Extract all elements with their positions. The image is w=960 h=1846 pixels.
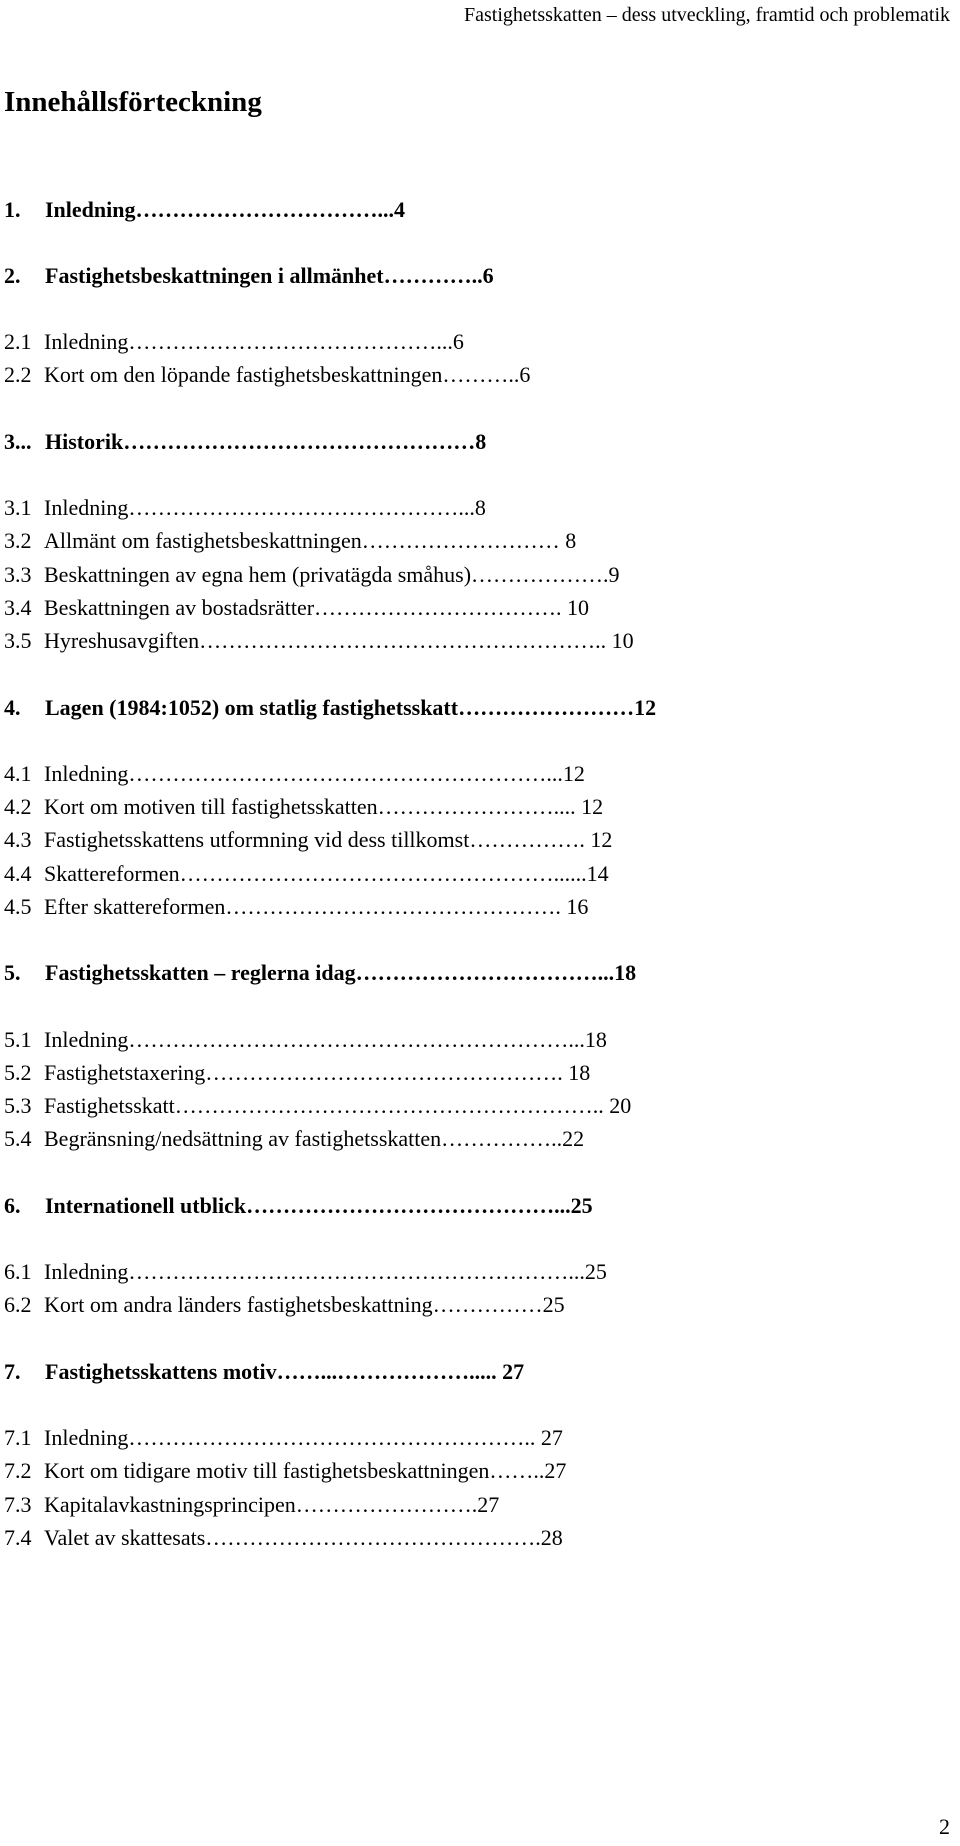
toc-section-4-5[interactable]	[4, 893, 588, 921]
toc-section-6-1[interactable]	[4, 1258, 607, 1286]
toc-entry-text: Historik…………………………………………8	[45, 429, 487, 454]
toc-entry-text: Fastighetsskatt………………………………………………….. 20	[44, 1093, 632, 1118]
toc-chapter-7[interactable]	[4, 1358, 524, 1386]
toc-section-3-3[interactable]	[4, 561, 620, 589]
toc-entry-text: Beskattningen av egna hem (privatägda småhus)……………….9	[44, 562, 620, 587]
toc-section-2-1[interactable]	[4, 328, 464, 356]
toc-entry-text: Fastighetsskattens motiv……...………………..... 27	[45, 1359, 525, 1384]
toc-number: 3...	[4, 429, 32, 454]
toc-entry-text: Fastighetstaxering…………………………………………. 18	[44, 1060, 591, 1085]
toc-number: 3.1	[4, 495, 32, 520]
page-title: Innehållsförteckning	[4, 86, 262, 118]
toc-number: 7.4	[4, 1525, 32, 1550]
toc-section-7-4[interactable]	[4, 1524, 563, 1552]
toc-section-4-4[interactable]	[4, 860, 609, 888]
toc-number: 2.	[4, 263, 21, 288]
toc-section-5-2[interactable]	[4, 1059, 590, 1087]
toc-number: 7.1	[4, 1425, 32, 1450]
toc-number: 6.	[4, 1193, 21, 1218]
toc-number: 6.2	[4, 1292, 32, 1317]
toc-number: 2.1	[4, 329, 32, 354]
page-number: 2	[939, 1814, 950, 1839]
toc-chapter-6[interactable]	[4, 1192, 593, 1220]
toc-entry-text: Kapitalavkastningsprincipen…………………….27	[44, 1492, 500, 1517]
toc-entry-text: Fastighetsbeskattningen i allmänhet…………..6	[45, 263, 494, 288]
toc-number: 4.5	[4, 894, 32, 919]
toc-section-5-3[interactable]	[4, 1092, 631, 1120]
toc-entry-text: Beskattningen av bostadsrätter……………………………. 10	[44, 595, 590, 620]
toc-section-3-2[interactable]	[4, 527, 576, 555]
running-header: Fastighetsskatten – dess utveckling, framtid och problematik	[463, 4, 950, 26]
toc-number: 4.4	[4, 861, 32, 886]
toc-section-4-1[interactable]	[4, 760, 585, 788]
toc-entry-text: Skattereformen……………………………………………......14	[44, 861, 609, 886]
toc-entry-text: Kort om tidigare motiv till fastighetsbeskattningen……..27	[44, 1458, 567, 1483]
toc-entry-text: Internationell utblick……………………………………...25	[45, 1193, 593, 1218]
toc-number: 5.1	[4, 1027, 32, 1052]
toc-number: 3.5	[4, 628, 32, 653]
toc-chapter-2[interactable]	[4, 262, 494, 290]
toc-number: 5.	[4, 960, 21, 985]
toc-number: 5.2	[4, 1060, 32, 1085]
toc-number: 3.3	[4, 562, 32, 587]
toc-section-5-4[interactable]	[4, 1125, 584, 1153]
toc-number: 4.3	[4, 827, 32, 852]
toc-number: 1.	[4, 197, 21, 222]
toc-number: 5.4	[4, 1126, 32, 1151]
toc-entry-text: Begränsning/nedsättning av fastighetsskatten……………..22	[44, 1126, 585, 1151]
toc-number: 6.1	[4, 1259, 32, 1284]
toc-entry-text: Kort om andra länders fastighetsbeskattning……………25	[44, 1292, 565, 1317]
toc-chapter-5[interactable]	[4, 959, 636, 987]
toc-number: 7.2	[4, 1458, 32, 1483]
toc-section-7-2[interactable]	[4, 1457, 566, 1485]
toc-section-7-3[interactable]	[4, 1491, 499, 1519]
toc-entry-text: Inledning……………………………...4	[45, 197, 405, 222]
toc-entry-text: Fastighetsskattens utformning vid dess tillkomst……………. 12	[44, 827, 613, 852]
toc-number: 5.3	[4, 1093, 32, 1118]
toc-section-5-1[interactable]	[4, 1026, 607, 1054]
toc-section-2-2[interactable]	[4, 361, 530, 389]
toc-section-3-4[interactable]	[4, 594, 589, 622]
toc-entry-text: Inledning……………………………………………………...25	[44, 1259, 607, 1284]
toc-entry-text: Kort om motiven till fastighetsskatten…………………….... 12	[44, 794, 604, 819]
toc-chapter-1[interactable]	[4, 196, 405, 224]
toc-entry-text: Inledning……………………………………………….. 27	[44, 1425, 563, 1450]
toc-entry-text: Allmänt om fastighetsbeskattningen……………………… 8	[44, 528, 577, 553]
toc-number: 7.	[4, 1359, 21, 1384]
toc-entry-text: Inledning……………………………………...6	[44, 329, 464, 354]
toc-section-3-5[interactable]	[4, 627, 634, 655]
toc-entry-text: Inledning…………………………………………………...12	[44, 761, 585, 786]
toc-chapter-4[interactable]	[4, 694, 656, 722]
toc-number: 3.2	[4, 528, 32, 553]
toc-number: 7.3	[4, 1492, 32, 1517]
toc-section-4-2[interactable]	[4, 793, 603, 821]
toc-section-7-1[interactable]	[4, 1424, 563, 1452]
toc-number: 4.1	[4, 761, 32, 786]
toc-chapter-3[interactable]	[4, 428, 486, 456]
toc-entry-text: Kort om den löpande fastighetsbeskattningen………..6	[44, 362, 531, 387]
toc-number: 2.2	[4, 362, 32, 387]
toc-entry-text: Hyreshusavgiften……………………………………………….. 10	[44, 628, 634, 653]
toc-entry-text: Inledning……………………………………………………...18	[44, 1027, 607, 1052]
toc-number: 4.2	[4, 794, 32, 819]
toc-section-3-1[interactable]	[4, 494, 486, 522]
toc-entry-text: Inledning………………………………………...8	[44, 495, 486, 520]
toc-entry-text: Efter skattereformen………………………………………. 16	[44, 894, 589, 919]
toc-section-4-3[interactable]	[4, 826, 612, 854]
toc-entry-text: Valet av skattesats……………………………………….28	[44, 1525, 563, 1550]
toc-entry-text: Fastighetsskatten – reglerna idag……………………………...18	[45, 960, 637, 985]
toc-number: 3.4	[4, 595, 32, 620]
toc-section-6-2[interactable]	[4, 1291, 565, 1319]
toc-number: 4.	[4, 695, 21, 720]
toc-entry-text: Lagen (1984:1052) om statlig fastighetsskatt……………………12	[45, 695, 657, 720]
